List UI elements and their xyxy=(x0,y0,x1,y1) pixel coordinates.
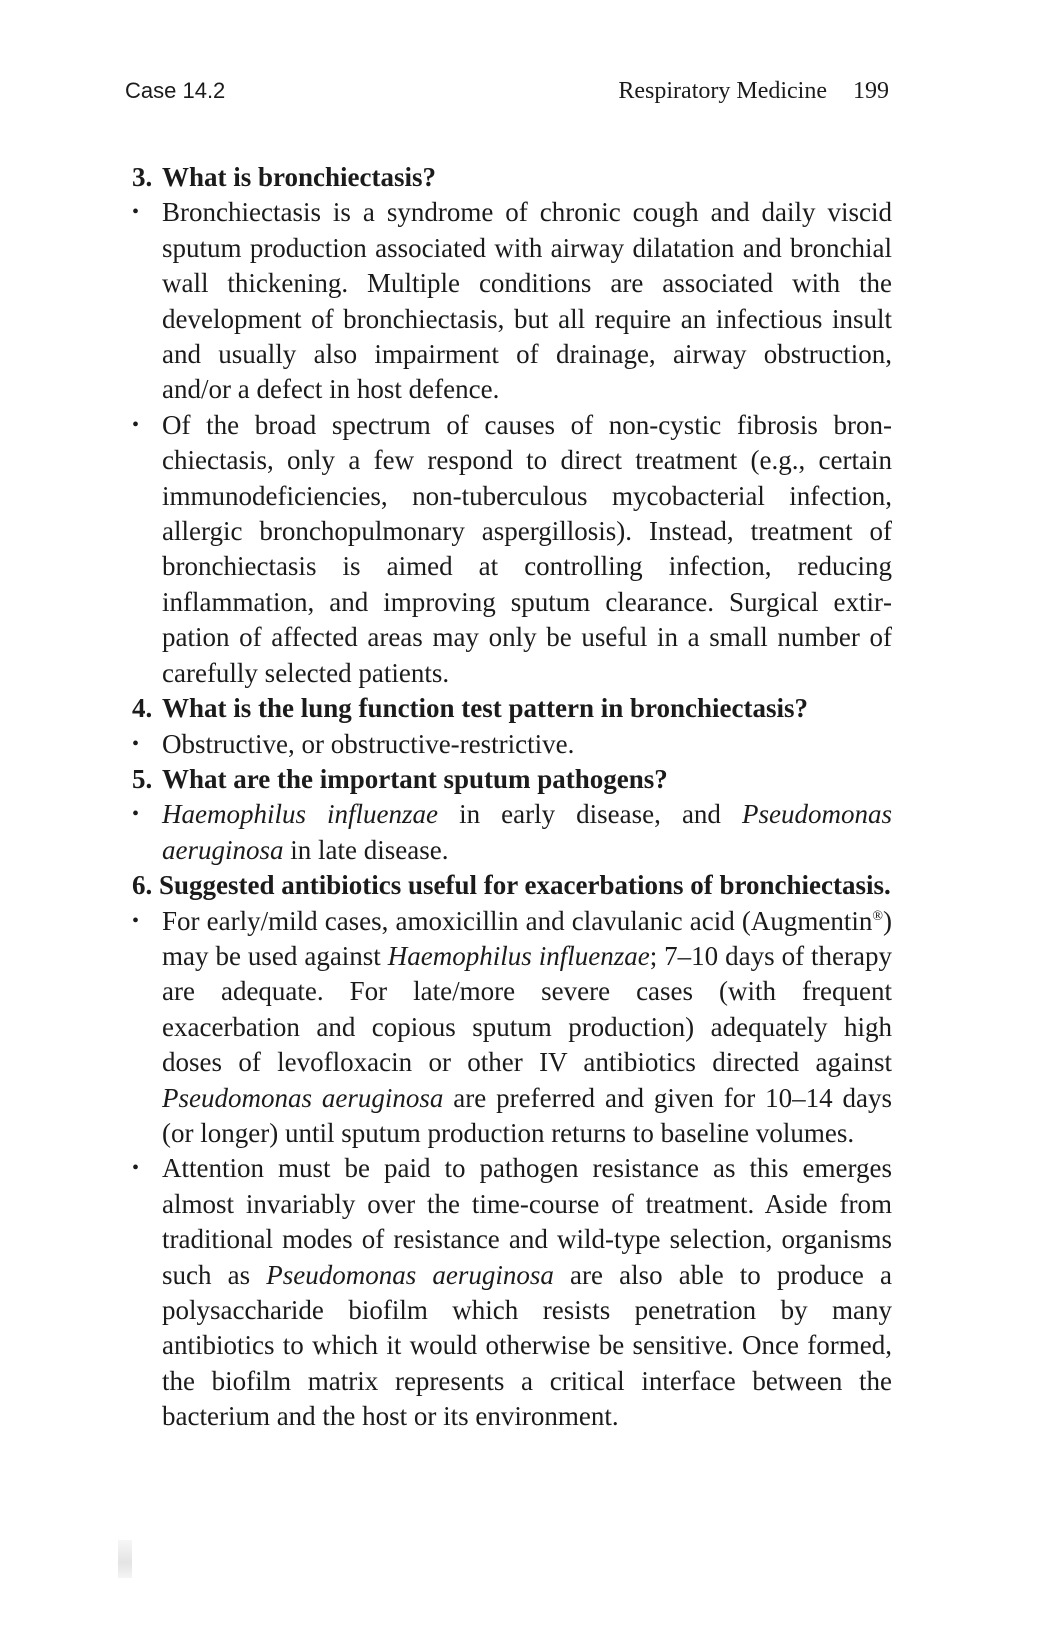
header-right xyxy=(618,78,889,105)
bullet-item xyxy=(132,1151,892,1434)
text-run: in early disease, and xyxy=(438,799,742,830)
bullet-icon: • xyxy=(132,909,140,932)
question-text: What are the important sputum pathogens? xyxy=(162,763,668,794)
organism-name: Haemophilus influenzae xyxy=(162,799,439,830)
bullet-text xyxy=(162,1151,892,1434)
section-title: Respiratory Medicine xyxy=(618,78,827,104)
question-4 xyxy=(132,691,892,726)
text-run: are preferred and given for 10–14 days (or longer) until sputum production returns to baseline volumes. xyxy=(162,1082,892,1148)
bullet-text: Of the broad spectrum of causes of non-cystic fibrosis bronchiectasis, only a few respond to direct treatment (e.g., certain immunodeficiencies, non-tuberculous mycobacterial infection, allergic bronchopulmonary aspergillosis). Instead, treatment of bronchiectasis is aimed at controlling infection, reducing inflammation, and improving sputum clearance. Surgical extirpation of affected areas may only be useful in a small number of carefully selected patients. xyxy=(162,409,892,688)
page-number: 199 xyxy=(853,78,889,104)
organism-name: Pseudomonas aeruginosa xyxy=(162,799,892,865)
question-number: 4. xyxy=(132,693,153,724)
bullet-item xyxy=(132,797,892,868)
bullet-icon: • xyxy=(132,803,140,826)
bullet-icon: • xyxy=(132,732,140,755)
question-6: 6. Suggested antibiotics useful for exacerbations of bronchiectasis. xyxy=(132,870,891,901)
bullet-item xyxy=(132,904,892,1152)
question-text: What is bronchiectasis? xyxy=(162,162,437,192)
text-run: For early/mild cases, amoxicillin and clavulanic acid (Augmentin xyxy=(162,905,873,936)
question-text: What is the lung function test pattern in bronchiectasis? xyxy=(162,693,809,724)
bullet-text: Bronchiectasis is a syndrome of chronic cough and daily viscid sputum production associated with airway dilatation and bronchial wall thickening. Multiple conditions are associated with the development of bronchiectasis, but all require an infectious insult and usually also impairment of drainage, airway obstruction, and/or a defect in host defence. xyxy=(162,197,892,405)
running-header xyxy=(125,78,889,105)
organism-name: Haemophilus influenzae xyxy=(387,940,650,971)
registered-mark: ® xyxy=(872,908,883,924)
text-run: ; 7–10 days of therapy are adequate. For late/more severe cases (with frequent exacerbation and copious sputum production) adequately high doses of levofloxacin or other IV antibiotics directed against xyxy=(162,940,892,1078)
bullet-text xyxy=(162,797,892,868)
text-run: in late disease. xyxy=(283,834,449,865)
organism-name: Pseudomonas aeruginosa xyxy=(266,1259,554,1290)
bullet-item xyxy=(132,727,892,762)
text-run: Attention must be paid to pathogen resistance as this emerges almost invariably over the time-course of treatment. Aside from traditional modes of resistance and wild-type selection, organisms such as xyxy=(162,1153,892,1290)
organism-name: Pseudomonas aeruginosa xyxy=(162,1082,444,1113)
scan-artifact xyxy=(118,1540,132,1578)
bullet-icon: • xyxy=(132,1157,140,1180)
bullet-item xyxy=(132,195,892,407)
bullet-item xyxy=(132,408,892,691)
question-number: 3. xyxy=(132,162,153,192)
bullet-text xyxy=(162,904,892,1152)
question-number: 5. xyxy=(132,763,153,794)
text-run: ) may be used against xyxy=(162,905,892,971)
question-5 xyxy=(132,762,892,797)
bullet-text: Obstructive, or obstructive-restrictive. xyxy=(162,728,575,759)
page-body xyxy=(132,160,892,1435)
bullet-icon: • xyxy=(132,201,140,224)
bullet-icon: • xyxy=(132,413,140,436)
text-run: are also able to produce a polysaccharide biofilm which resists penetration by many antibiotics to which it would otherwise be sensitive. Once formed, the biofilm matrix represents a critical interface between the bacterium and the host or its environment. xyxy=(162,1259,893,1432)
case-label: Case 14.2 xyxy=(125,78,226,103)
question-3 xyxy=(132,160,892,195)
